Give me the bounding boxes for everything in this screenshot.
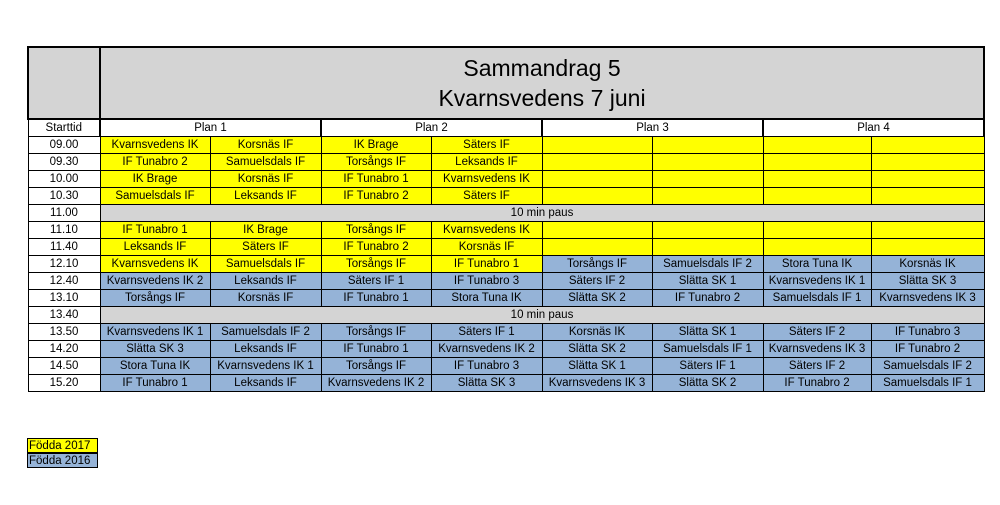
plan-1-header: Plan 1 [100,119,321,137]
table-row [28,307,984,324]
match-cell: Kvarnsvedens IK 1 [763,273,871,290]
match-cell: IF Tunabro 3 [871,324,984,341]
start-time: 10.00 [28,171,100,188]
match-cell: Säters IF [431,137,542,154]
table-row [28,205,984,222]
start-time: 10.30 [28,188,100,205]
match-cell: Kvarnsvedens IK 3 [763,341,871,358]
table-row [28,341,984,358]
table-row [28,222,984,239]
match-cell [871,171,984,188]
match-cell: IF Tunabro 2 [321,239,431,256]
plan-4-header: Plan 4 [763,119,984,137]
match-cell: Säters IF [210,239,321,256]
match-cell: Slätta SK 3 [871,273,984,290]
table-row [28,290,984,307]
start-time: 14.20 [28,341,100,358]
match-cell: Slätta SK 2 [542,290,652,307]
match-cell: Leksands IF [210,375,321,392]
table-row [28,154,984,171]
table-row [28,358,984,375]
table-row [28,171,984,188]
start-time: 11.10 [28,222,100,239]
match-cell: IF Tunabro 1 [321,171,431,188]
start-time: 12.10 [28,256,100,273]
plan-2-header: Plan 2 [321,119,542,137]
plan-3-header: Plan 3 [542,119,763,137]
match-cell: Slätta SK 2 [652,375,763,392]
match-cell: Korsnäs IF [210,137,321,154]
match-cell: IF Tunabro 3 [431,358,542,375]
match-cell: Samuelsdals IF [210,154,321,171]
match-cell: Kvarnsvedens IK [100,137,210,154]
match-cell [871,154,984,171]
match-cell: Korsnäs IK [542,324,652,341]
match-cell: IF Tunabro 1 [100,222,210,239]
match-cell: Säters IF 1 [321,273,431,290]
match-cell: Kvarnsvedens IK [431,171,542,188]
match-cell: Kvarnsvedens IK 1 [100,324,210,341]
match-cell [542,137,652,154]
match-cell: Kvarnsvedens IK 1 [210,358,321,375]
match-cell [871,137,984,154]
match-cell: IF Tunabro 1 [431,256,542,273]
match-cell [542,188,652,205]
schedule-table [27,46,985,392]
match-cell: Slätta SK 1 [652,324,763,341]
match-cell: Kvarnsvedens IK 2 [321,375,431,392]
match-cell [652,171,763,188]
table-row [28,256,984,273]
match-cell [542,239,652,256]
match-cell: Torsångs IF [321,324,431,341]
match-cell: Korsnäs IF [210,171,321,188]
match-cell: Slätta SK 1 [542,358,652,375]
match-cell: Slätta SK 3 [431,375,542,392]
match-cell: Korsnäs IF [210,290,321,307]
match-cell: IF Tunabro 2 [871,341,984,358]
match-cell: IF Tunabro 2 [100,154,210,171]
start-time: 13.50 [28,324,100,341]
match-cell: Slätta SK 1 [652,273,763,290]
match-cell: Säters IF 2 [763,358,871,375]
match-cell: Slätta SK 3 [100,341,210,358]
match-cell: Leksands IF [210,341,321,358]
match-cell: Samuelsdals IF 1 [871,375,984,392]
match-cell [652,239,763,256]
match-cell: Samuelsdals IF [100,188,210,205]
header-corner [28,47,100,119]
pause-cell: 10 min paus [100,205,984,222]
match-cell [763,188,871,205]
title-line-2: Kvarnsvedens 7 juni [438,85,646,111]
match-cell [542,222,652,239]
start-time: 14.50 [28,358,100,375]
match-cell: Torsångs IF [100,290,210,307]
match-cell: Leksands IF [210,188,321,205]
match-cell [652,137,763,154]
table-row [28,273,984,290]
match-cell [763,239,871,256]
match-cell: Samuelsdals IF 1 [652,341,763,358]
match-cell: Slätta SK 2 [542,341,652,358]
table-row [28,375,984,392]
table-row [28,188,984,205]
match-cell: Säters IF 1 [652,358,763,375]
match-cell: IF Tunabro 1 [321,290,431,307]
match-cell: IK Brage [100,171,210,188]
match-cell [652,154,763,171]
match-cell [871,188,984,205]
legend-2016: Födda 2016 [27,453,98,468]
match-cell [871,222,984,239]
match-cell: Stora Tuna IK [100,358,210,375]
match-cell: Säters IF 2 [763,324,871,341]
start-time: 15.20 [28,375,100,392]
match-cell: Kvarnsvedens IK 2 [431,341,542,358]
match-cell: IF Tunabro 1 [100,375,210,392]
match-cell [763,171,871,188]
match-cell: Torsångs IF [542,256,652,273]
table-row [28,239,984,256]
match-cell: Samuelsdals IF 1 [763,290,871,307]
start-time: 11.00 [28,205,100,222]
match-cell: Kvarnsvedens IK 3 [542,375,652,392]
match-cell: Torsångs IF [321,358,431,375]
match-cell: Säters IF 1 [431,324,542,341]
match-cell: Kvarnsvedens IK 2 [100,273,210,290]
match-cell [763,154,871,171]
start-time: 09.00 [28,137,100,154]
match-cell [542,171,652,188]
match-cell: Leksands IF [210,273,321,290]
match-cell: Torsångs IF [321,154,431,171]
match-cell: Säters IF [431,188,542,205]
column-header-row [28,119,984,137]
starttid-header: Starttid [28,119,100,137]
match-cell [871,239,984,256]
match-cell: IF Tunabro 1 [321,341,431,358]
start-time: 09.30 [28,154,100,171]
match-cell: IF Tunabro 2 [652,290,763,307]
match-cell: IF Tunabro 3 [431,273,542,290]
match-cell: Samuelsdals IF 2 [652,256,763,273]
start-time: 12.40 [28,273,100,290]
match-cell: IK Brage [210,222,321,239]
match-cell: Samuelsdals IF 2 [871,358,984,375]
page-title [100,47,984,119]
match-cell: IF Tunabro 2 [321,188,431,205]
match-cell: Kvarnsvedens IK [431,222,542,239]
match-cell [652,222,763,239]
match-cell: Stora Tuna IK [431,290,542,307]
match-cell [542,154,652,171]
match-cell: Leksands IF [100,239,210,256]
pause-cell: 10 min paus [100,307,984,324]
match-cell: Korsnäs IF [431,239,542,256]
match-cell: Samuelsdals IF [210,256,321,273]
title-line-1: Sammandrag 5 [463,55,621,81]
match-cell: Korsnäs IK [871,256,984,273]
legend-2017: Födda 2017 [27,438,98,453]
match-cell: Kvarnsvedens IK [100,256,210,273]
table-row [28,137,984,154]
start-time: 13.10 [28,290,100,307]
match-cell [763,137,871,154]
match-cell: IF Tunabro 2 [763,375,871,392]
match-cell: Samuelsdals IF 2 [210,324,321,341]
start-time: 11.40 [28,239,100,256]
table-row [28,324,984,341]
start-time: 13.40 [28,307,100,324]
match-cell: Leksands IF [431,154,542,171]
match-cell: Stora Tuna IK [763,256,871,273]
match-cell: Torsångs IF [321,256,431,273]
match-cell: IK Brage [321,137,431,154]
match-cell: Kvarnsvedens IK 3 [871,290,984,307]
match-cell: Säters IF 2 [542,273,652,290]
match-cell [652,188,763,205]
match-cell [763,222,871,239]
match-cell: Torsångs IF [321,222,431,239]
